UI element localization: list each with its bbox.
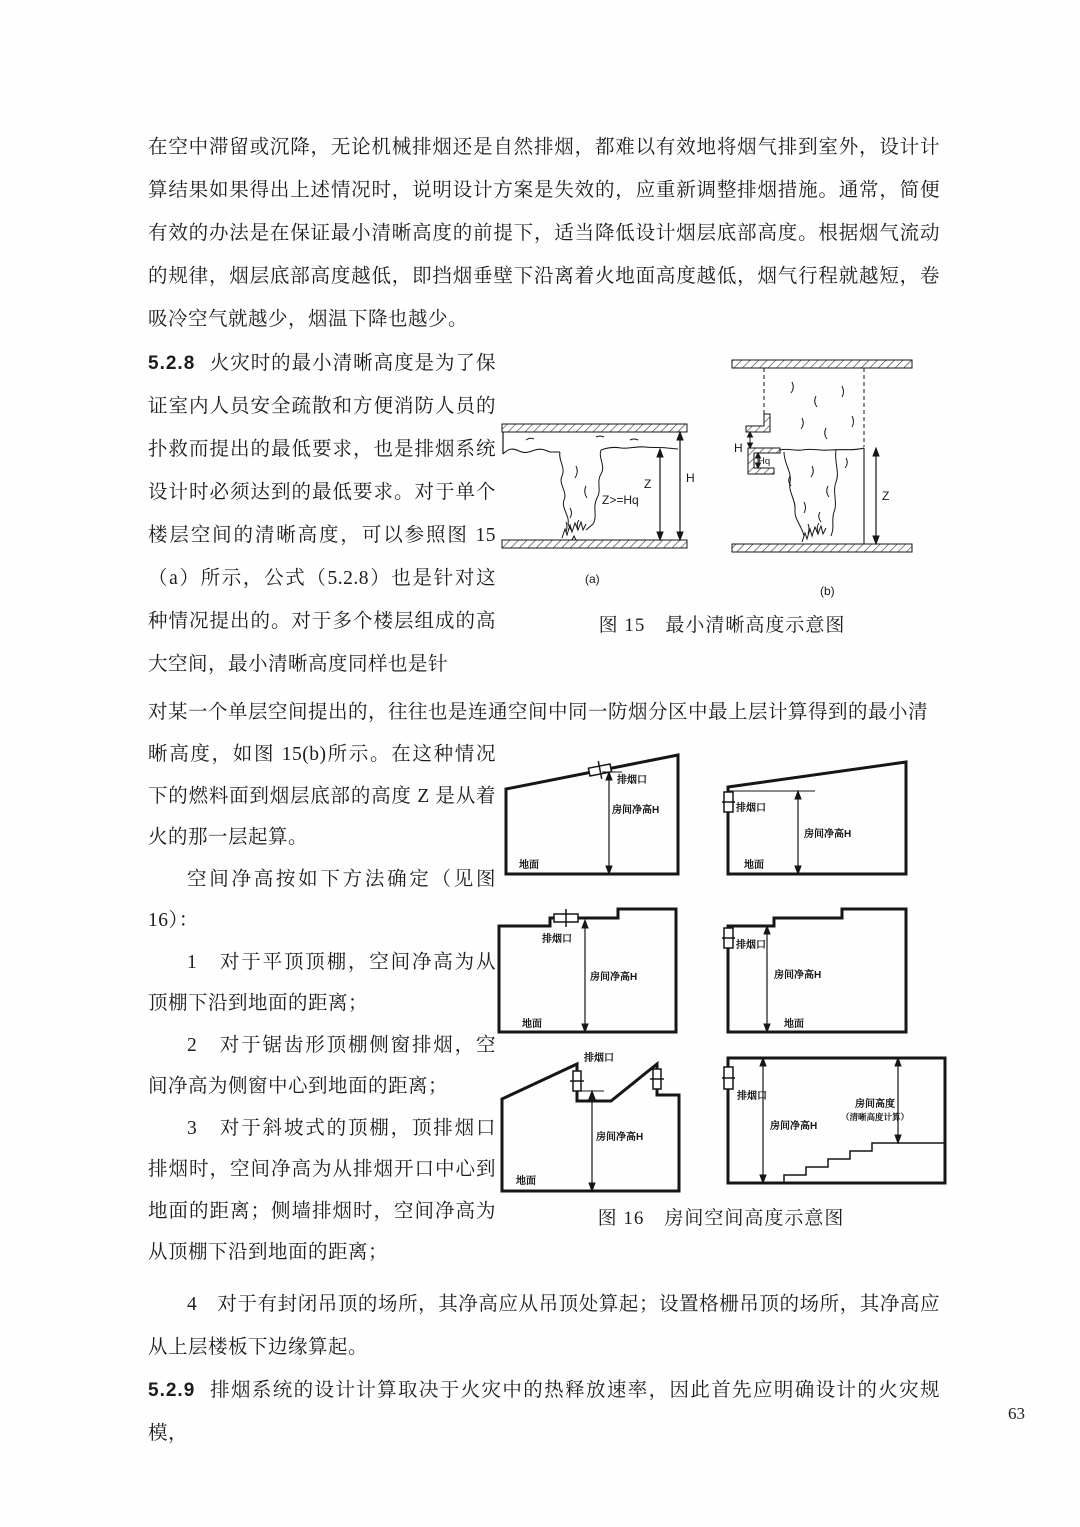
ground-label: 地面	[522, 1019, 542, 1030]
room-height-label: 房间高度	[855, 1099, 895, 1110]
height-arrow	[589, 1091, 595, 1191]
clear-height-label: 房间净高H	[770, 1121, 818, 1132]
ground-label: 地面	[744, 860, 764, 871]
intro-text: 在空中滞留或沉降，无论机械排烟还是自然排烟，都难以有效地将烟气排到室外，设计计算结果如果得出上述情况时，说明设计方案是失效的，应重新调整排烟措施。通常，简便有效的办法是在保证最小清晰高度的前提下，适当降低设计烟层底部高度。根据烟气流动的规律，烟层底部高度越低，即挡烟垂壁下沿离着火地面高度越低，烟气行程就越短，卷吸冷空气就越少，烟温下降也越少。	[148, 137, 940, 330]
vent-icon	[722, 928, 735, 948]
vent-icon	[722, 1067, 735, 1089]
list-item-3: 3 对于斜坡式的顶棚，顶排烟口排烟时，空间净高为从排烟开口中心到地面的距离；侧墙排烟时，空间净高为从顶棚下沿到地面的距离；	[148, 1117, 496, 1263]
room-height-note: （清晰高度计算）	[840, 1112, 910, 1122]
page-number: 63	[1008, 1404, 1025, 1423]
floor-slab	[502, 540, 687, 548]
vent-icon	[722, 792, 735, 812]
label-hq: Hq	[758, 456, 771, 467]
fire-icon	[562, 520, 586, 540]
section-529-number: 5.2.9	[148, 1380, 196, 1401]
smoke-layer-interface	[780, 448, 864, 450]
ground-label: 地面	[784, 1019, 804, 1030]
dimension-arrow-hsmall	[748, 432, 753, 448]
label-z: Z	[644, 477, 652, 491]
clear-height-label: 房间净高H	[612, 805, 660, 816]
clear-height-label: 房间净高H	[774, 970, 822, 981]
dimension-arrow-z	[657, 449, 663, 540]
height-arrow	[582, 920, 588, 1032]
ground-label: 地面	[516, 1176, 536, 1187]
figure-16	[492, 745, 950, 1245]
label-a: (a)	[585, 572, 600, 586]
label-h: H	[734, 441, 743, 455]
vent-label: 排烟口	[617, 775, 647, 786]
vent-label: 排烟口	[737, 1091, 767, 1102]
smoke-plume	[784, 382, 854, 536]
label-z-ge-hq: Z>=Hq	[602, 493, 639, 507]
col2-paragraph1: 晰高度，如图 15(b)所示。在这种情况下的燃料面到烟层底部的高度 Z 是从着火的那一层起算。	[148, 744, 496, 848]
room-height-arrow	[895, 1058, 901, 1143]
fig16-stepped-roof-wall-vent-diagram	[718, 901, 948, 1041]
ground-label: 地面	[519, 860, 539, 871]
fig16-sloped-roof-top-vent-diagram	[494, 753, 712, 887]
section-529-text: 排烟系统的设计计算取决于火灾中的热释放速率，因此首先应明确设计的火灾规模，	[148, 1380, 940, 1444]
vent-icon-2	[650, 1069, 664, 1089]
height-arrow	[760, 1058, 766, 1183]
room-outline	[728, 1058, 945, 1183]
intro-paragraph	[148, 126, 940, 341]
fig16-room-with-stairs-diagram	[718, 1043, 950, 1195]
figure-16-caption: 图 16 房间空间高度示意图	[597, 1208, 845, 1229]
dimension-arrow-h	[677, 432, 683, 540]
list-item-2: 2 对于锯齿形顶棚侧窗排烟，空间净高为侧窗中心到地面的距离；	[148, 1034, 496, 1097]
section-528-column2	[148, 734, 496, 1274]
figure-15	[498, 352, 946, 652]
label-b: (b)	[820, 584, 835, 598]
clear-height-label: 房间净高H	[590, 972, 638, 983]
fig15a-single-storey-diagram	[498, 416, 710, 592]
bridge-line: 对某一个单层空间提出的，往往也是连通空间中同一防烟分区中最上层计算得到的最小清	[148, 702, 929, 723]
height-arrow	[795, 791, 801, 874]
vent-icon	[570, 1071, 584, 1091]
vent-label: 排烟口	[542, 934, 572, 945]
section-528-text: 火灾时的最小清晰高度是为了保证室内人员安全疏散和方便消防人员的扑救而提出的最低要求，也是排烟系统设计时必须达到的最低要求。对于单个楼层空间的清晰高度，可以参照图 15（a）所示，公式（5.2.8）也是针对这种情况提出的。对于多个楼层组成的高大空间，最小清晰高度同样也是针	[148, 353, 496, 675]
ceiling-slab	[502, 424, 687, 432]
fig16-stepped-roof-top-vent-diagram	[494, 901, 712, 1041]
fig16-sawtooth-roof-diagram	[494, 1043, 712, 1199]
clear-height-label: 房间净高H	[804, 829, 852, 840]
section-528-column	[148, 342, 496, 686]
smoke-layer-interface	[503, 449, 560, 454]
fire-icon	[802, 523, 826, 542]
label-z: Z	[882, 489, 890, 503]
vent-label: 排烟口	[584, 1053, 614, 1064]
figure-15-caption: 图 15 最小清晰高度示意图	[598, 615, 846, 636]
vent-label: 排烟口	[736, 803, 766, 814]
smoke-plume	[526, 436, 638, 530]
col2-paragraph2: 空间净高按如下方法确定（见图16）：	[148, 868, 496, 931]
vent-icon	[554, 909, 578, 927]
bottom-paragraphs	[148, 1283, 940, 1455]
label-h: H	[686, 471, 695, 485]
fig15b-multi-storey-diagram	[724, 352, 946, 604]
height-arrow	[606, 772, 612, 874]
upper-balcony-slab	[746, 414, 770, 432]
ceiling-slab	[732, 360, 912, 368]
section-528-number: 5.2.8	[148, 353, 196, 374]
list-item-4: 4 对于有封闭吊顶的场所，其净高应从吊顶处算起；设置格栅吊顶的场所，其净高应从上层楼板下边缘算起。	[148, 1294, 940, 1358]
clear-height-label: 房间净高H	[596, 1132, 644, 1143]
vent-label: 排烟口	[736, 940, 766, 951]
list-item-1: 1 对于平顶顶棚，空间净高为从顶棚下沿到地面的距离；	[148, 951, 496, 1014]
floor-slab	[732, 544, 912, 552]
stairs	[784, 1143, 945, 1183]
fig16-sloped-roof-wall-vent-diagram	[718, 753, 948, 887]
dimension-arrow-z	[873, 448, 879, 544]
room-outline	[728, 762, 906, 874]
